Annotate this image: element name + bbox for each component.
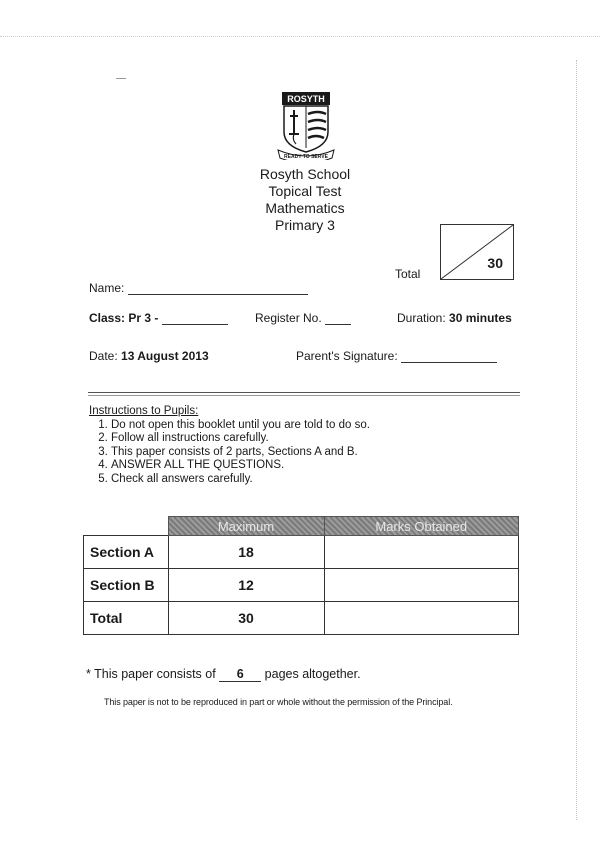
row-section: Section B	[84, 569, 169, 602]
pages-count: 6	[219, 667, 261, 682]
row-max: 18	[168, 536, 324, 569]
class-label: Class:	[89, 311, 126, 325]
total-label: Total	[395, 267, 421, 281]
row-max: 30	[168, 602, 324, 635]
row-section: Section A	[84, 536, 169, 569]
instruction-item: 3. This paper consists of 2 parts, Sections A and B.	[111, 446, 529, 460]
row-obtained-cell[interactable]	[324, 536, 519, 569]
date-field	[89, 349, 209, 363]
crest-motto-text: READY TO SERVE	[284, 154, 328, 160]
row-obtained-cell[interactable]	[324, 569, 519, 602]
instructions-heading: Instructions to Pupils:	[89, 405, 199, 417]
register-label: Register No.	[255, 311, 322, 325]
stray-mark	[116, 78, 126, 79]
duration-field	[397, 311, 512, 325]
instructions-block	[89, 405, 529, 486]
total-score-box[interactable]	[440, 224, 514, 280]
date-label: Date:	[89, 349, 118, 363]
level-name: Primary 3	[275, 217, 335, 233]
instructions-list	[89, 419, 529, 487]
marks-table-corner	[84, 517, 169, 536]
table-row	[84, 536, 519, 569]
register-field[interactable]	[255, 311, 351, 325]
instruction-item: 1. Do not open this booklet until you are told to do so.	[111, 419, 529, 433]
name-line[interactable]	[128, 282, 308, 295]
pages-note	[86, 667, 361, 682]
scan-artifact-right-edge	[576, 60, 578, 820]
header-maximum: Maximum	[168, 517, 324, 536]
pages-suffix: pages altogether.	[264, 667, 361, 681]
class-field[interactable]	[89, 311, 228, 325]
pages-prefix: * This paper consists of	[86, 667, 216, 681]
scan-artifact-top	[0, 36, 600, 41]
paper-header	[200, 166, 410, 234]
table-row	[84, 602, 519, 635]
instruction-item: 4. ANSWER ALL THE QUESTIONS.	[111, 459, 529, 473]
signature-line[interactable]	[401, 350, 497, 363]
section-divider	[88, 392, 520, 396]
row-max: 12	[168, 569, 324, 602]
reproduce-notice: This paper is not to be reproduced in part or whole without the permission of the Principal.	[104, 697, 453, 707]
signature-label: Parent's Signature:	[296, 349, 398, 363]
row-section: Total	[84, 602, 169, 635]
total-max-score: 30	[487, 255, 503, 271]
school-crest-logo	[272, 92, 340, 160]
register-line[interactable]	[325, 312, 351, 325]
subject-name: Mathematics	[265, 200, 345, 216]
class-prefix: Pr 3 -	[128, 311, 159, 325]
date-value: 13 August 2013	[121, 349, 209, 363]
marks-table-header-row	[84, 517, 519, 536]
duration-label: Duration:	[397, 311, 446, 325]
name-label: Name:	[89, 281, 125, 295]
duration-value: 30 minutes	[449, 311, 512, 325]
crest-banner-text: ROSYTH	[287, 94, 325, 104]
name-field[interactable]	[89, 281, 308, 295]
table-row	[84, 569, 519, 602]
test-name: Topical Test	[268, 183, 342, 199]
instruction-item: 2. Follow all instructions carefully.	[111, 432, 529, 446]
class-line[interactable]	[162, 312, 228, 325]
marks-table	[83, 516, 519, 635]
instruction-item: 5. Check all answers carefully.	[111, 473, 529, 487]
row-obtained-cell[interactable]	[324, 602, 519, 635]
signature-field[interactable]	[296, 349, 497, 363]
header-marks-obtained: Marks Obtained	[324, 517, 519, 536]
school-name: Rosyth School	[259, 166, 351, 182]
